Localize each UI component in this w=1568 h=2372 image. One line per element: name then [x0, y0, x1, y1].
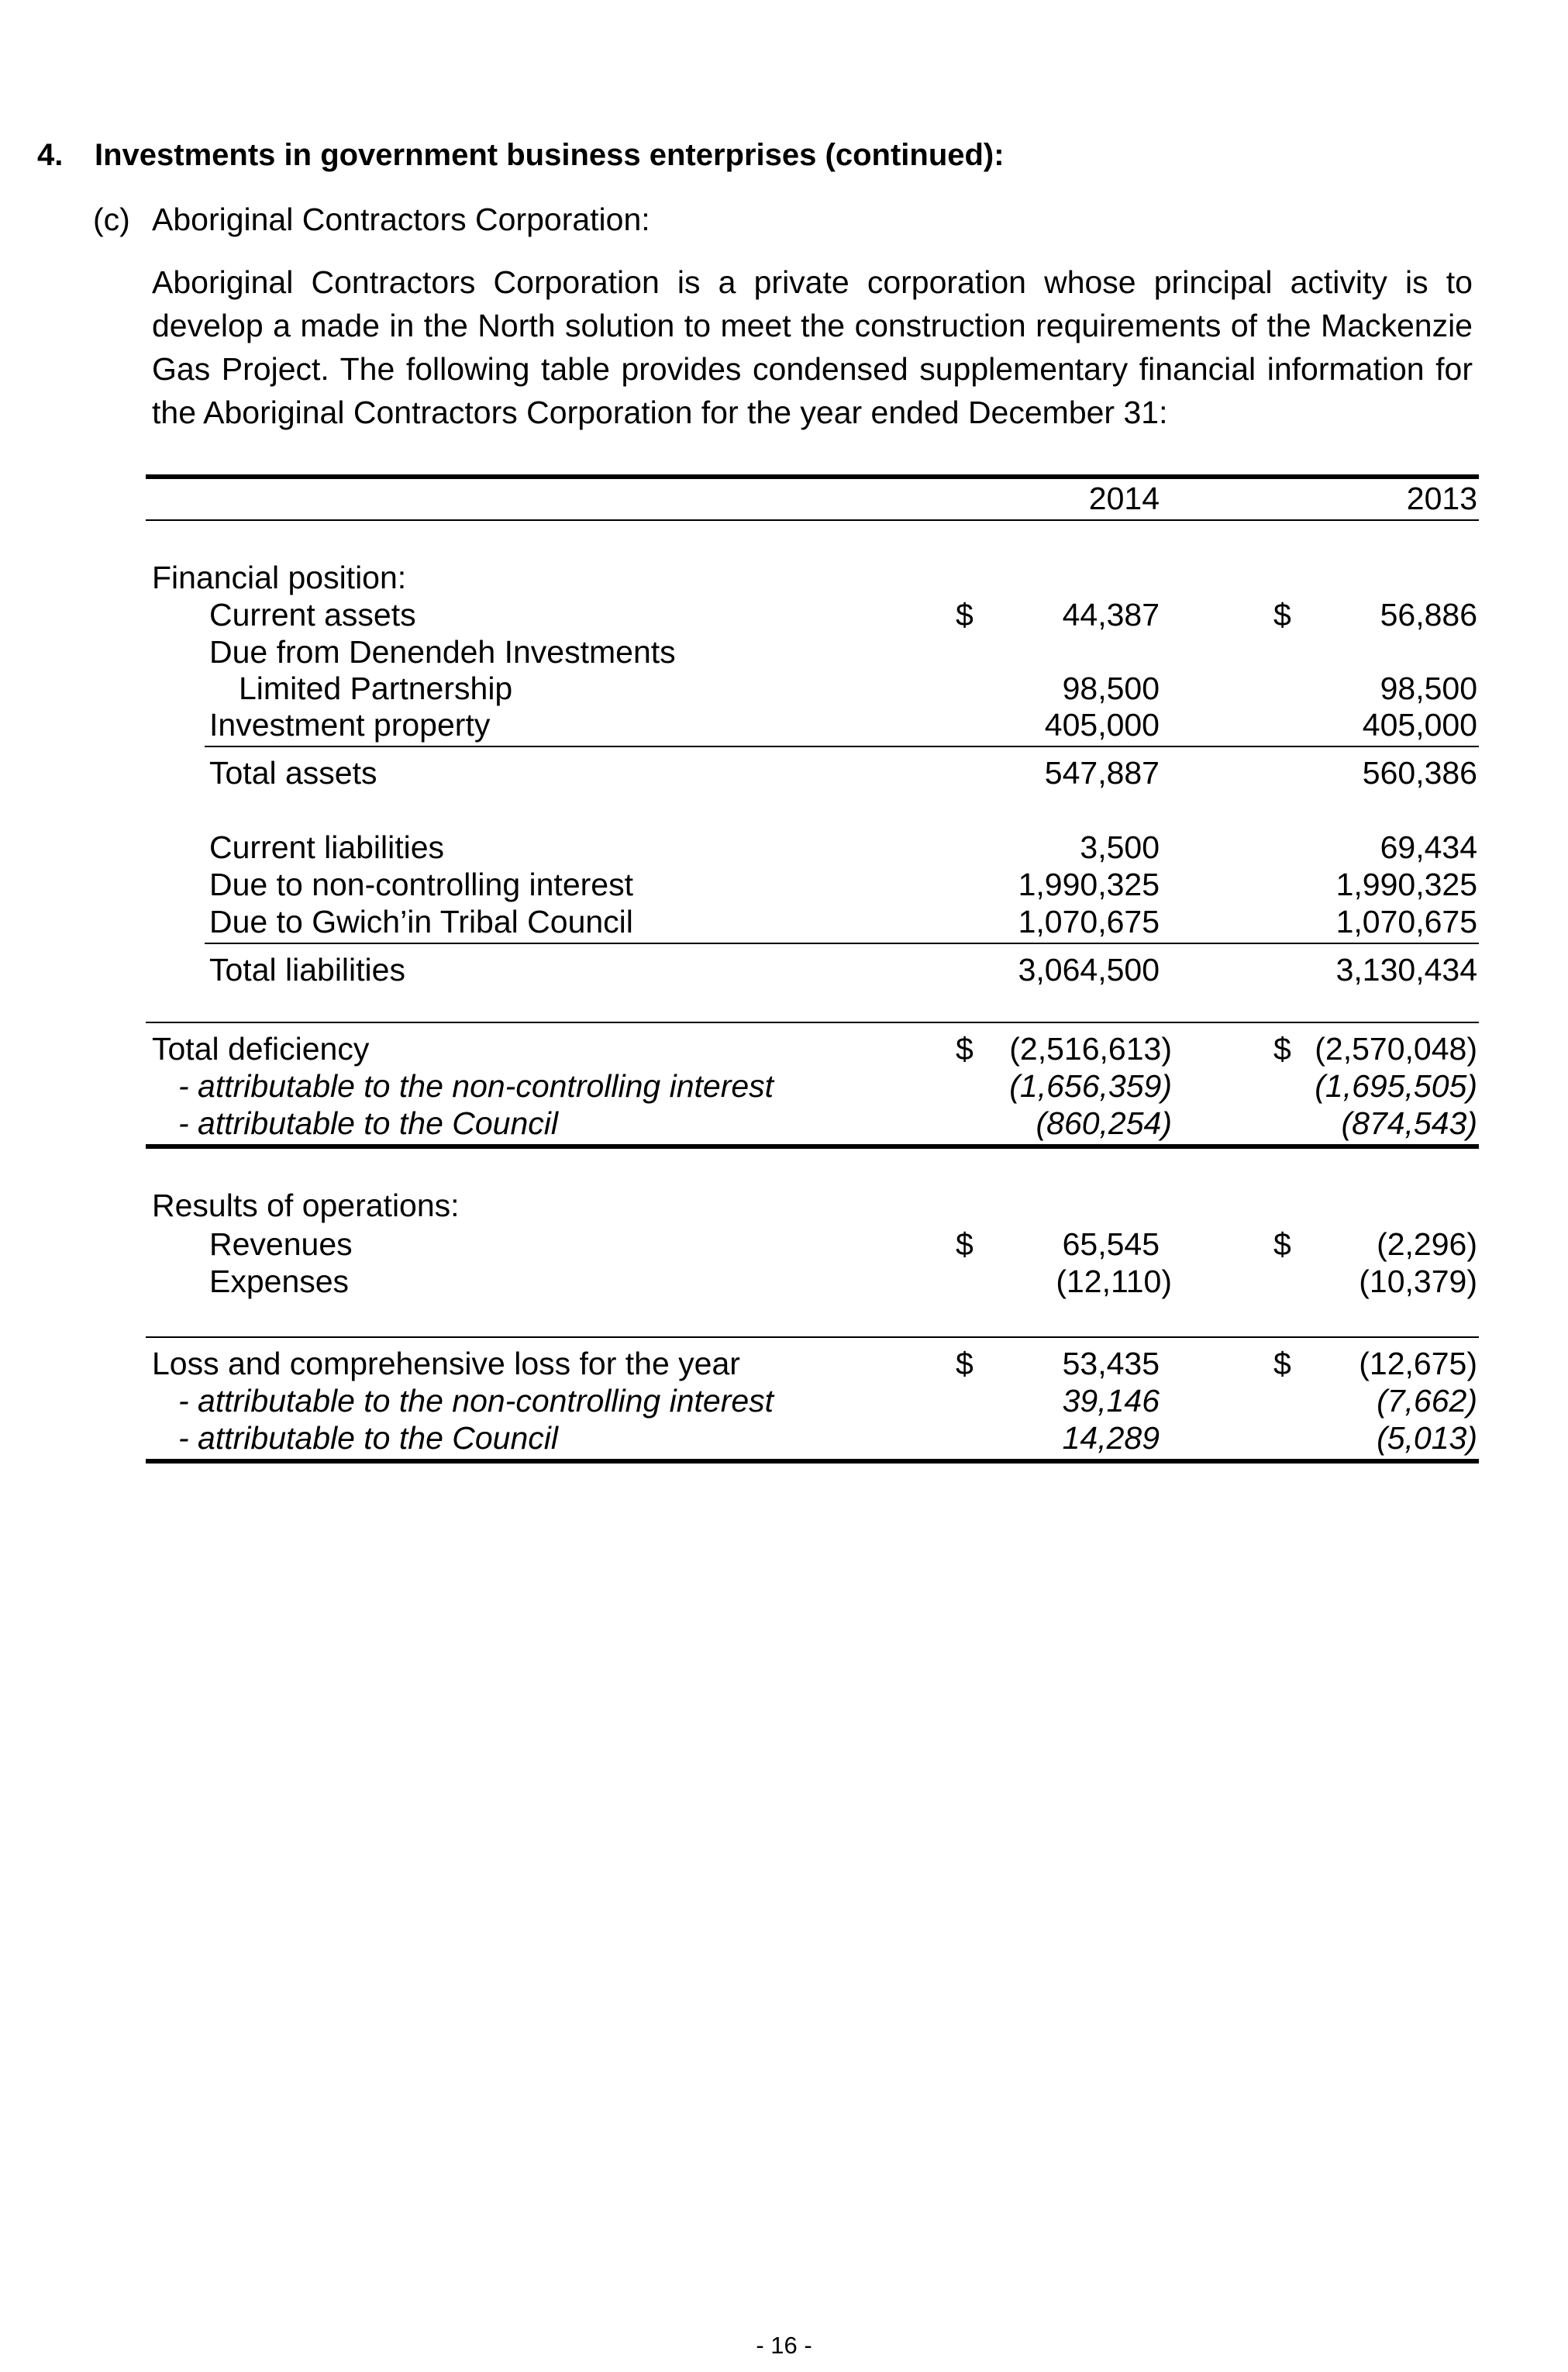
- currency-symbol: $: [1273, 597, 1291, 633]
- revenues-2014: 65,545: [1062, 1226, 1160, 1262]
- paragraph-line-1: Aboriginal Contractors Corporation is a private corporation whose principal activity is to: [152, 264, 1473, 300]
- loss-bottom-rule: [146, 1459, 1479, 1464]
- total-assets-label: Total assets: [209, 755, 377, 791]
- due-from-denendeh-2014: 98,500: [1062, 671, 1160, 706]
- expenses-2013: (10,379): [1359, 1264, 1477, 1299]
- total-assets-2014: 547,887: [1044, 755, 1160, 791]
- deficiency-council-label: - attributable to the Council: [178, 1105, 558, 1141]
- due-from-denendeh-label-1: Due from Denendeh Investments: [209, 634, 676, 670]
- total-liabilities-label: Total liabilities: [209, 952, 405, 988]
- paragraph-line-2: develop a made in the North solution to meet the construction requirements of the Mackenzie: [152, 308, 1473, 343]
- due-to-nci-2014: 1,990,325: [1018, 867, 1160, 902]
- loss-council-label: - attributable to the Council: [178, 1420, 558, 1456]
- total-deficiency-2014: (2,516,613): [1009, 1031, 1172, 1067]
- deficiency-council-2014: (860,254): [1036, 1105, 1172, 1141]
- revenues-2013: (2,296): [1377, 1226, 1477, 1262]
- year-header-2014: 2014: [1088, 481, 1160, 516]
- total-liabilities-2013: 3,130,434: [1335, 952, 1477, 988]
- current-assets-label: Current assets: [209, 597, 416, 633]
- total-liabilities-2014: 3,064,500: [1018, 952, 1160, 988]
- due-from-denendeh-2013: 98,500: [1380, 671, 1477, 706]
- financial-position-heading: Financial position:: [152, 560, 407, 595]
- due-to-gwichin-label: Due to Gwich’in Tribal Council: [209, 904, 633, 939]
- expenses-2014: (12,110): [1056, 1264, 1172, 1299]
- header-bottom-rule: [146, 519, 1479, 521]
- revenues-label: Revenues: [209, 1226, 353, 1262]
- current-liabilities-label: Current liabilities: [209, 829, 445, 865]
- loss-council-2014: 14,289: [1062, 1420, 1160, 1456]
- loss-2014: 53,435: [1062, 1346, 1160, 1381]
- assets-subtotal-rule: [205, 746, 1479, 747]
- due-to-nci-2013: 1,990,325: [1335, 867, 1477, 902]
- due-from-denendeh-label-2: Limited Partnership: [239, 671, 513, 706]
- loss-top-rule: [146, 1336, 1479, 1338]
- total-deficiency-label: Total deficiency: [152, 1031, 370, 1067]
- expenses-label: Expenses: [209, 1264, 350, 1299]
- year-header-2013: 2013: [1406, 481, 1477, 516]
- section-title: Investments in government business enterprises (continued):: [95, 138, 1005, 172]
- loss-label: Loss and comprehensive loss for the year: [152, 1346, 740, 1381]
- page-number: - 16 -: [756, 2332, 812, 2359]
- subsection-label: (c): [93, 202, 130, 237]
- liabilities-subtotal-rule: [205, 943, 1479, 944]
- description-paragraph: [152, 260, 1473, 434]
- section-number: 4.: [37, 138, 64, 172]
- total-deficiency-2013: (2,570,048): [1315, 1031, 1477, 1067]
- loss-nci-2014: 39,146: [1062, 1383, 1160, 1419]
- current-liabilities-2013: 69,434: [1380, 829, 1477, 865]
- currency-symbol: $: [956, 1226, 974, 1262]
- investment-property-2014: 405,000: [1044, 707, 1160, 743]
- due-to-gwichin-2014: 1,070,675: [1018, 904, 1160, 939]
- table-top-rule: [146, 474, 1479, 479]
- deficiency-top-rule: [146, 1022, 1479, 1023]
- results-heading: Results of operations:: [152, 1188, 460, 1223]
- currency-symbol: $: [1273, 1226, 1291, 1262]
- current-assets-2014: 44,387: [1062, 597, 1160, 633]
- current-liabilities-2014: 3,500: [1080, 829, 1160, 865]
- due-to-nci-label: Due to non-controlling interest: [209, 867, 633, 902]
- deficiency-nci-2013: (1,695,505): [1315, 1068, 1477, 1104]
- currency-symbol: $: [956, 597, 974, 633]
- currency-symbol: $: [956, 1031, 974, 1067]
- investment-property-label: Investment property: [209, 707, 491, 743]
- currency-symbol: $: [1273, 1346, 1291, 1381]
- deficiency-nci-label: - attributable to the non-controlling interest: [178, 1068, 774, 1104]
- investment-property-2013: 405,000: [1362, 707, 1477, 743]
- deficiency-nci-2014: (1,656,359): [1009, 1068, 1172, 1104]
- currency-symbol: $: [956, 1346, 974, 1381]
- loss-nci-2013: (7,662): [1377, 1383, 1477, 1419]
- due-to-gwichin-2013: 1,070,675: [1335, 904, 1477, 939]
- paragraph-line-4: the Aboriginal Contractors Corporation for the year ended December 31:: [152, 395, 1168, 430]
- deficiency-bottom-rule: [146, 1144, 1479, 1149]
- deficiency-council-2013: (874,543): [1341, 1105, 1477, 1141]
- current-assets-2013: 56,886: [1380, 597, 1477, 633]
- total-assets-2013: 560,386: [1362, 755, 1477, 791]
- currency-symbol: $: [1273, 1031, 1291, 1067]
- subsection-title: Aboriginal Contractors Corporation:: [152, 202, 650, 237]
- loss-2013: (12,675): [1359, 1346, 1477, 1381]
- loss-council-2013: (5,013): [1377, 1420, 1477, 1456]
- paragraph-line-3: Gas Project. The following table provides condensed supplementary financial information for: [152, 351, 1473, 387]
- loss-nci-label: - attributable to the non-controlling interest: [178, 1383, 774, 1419]
